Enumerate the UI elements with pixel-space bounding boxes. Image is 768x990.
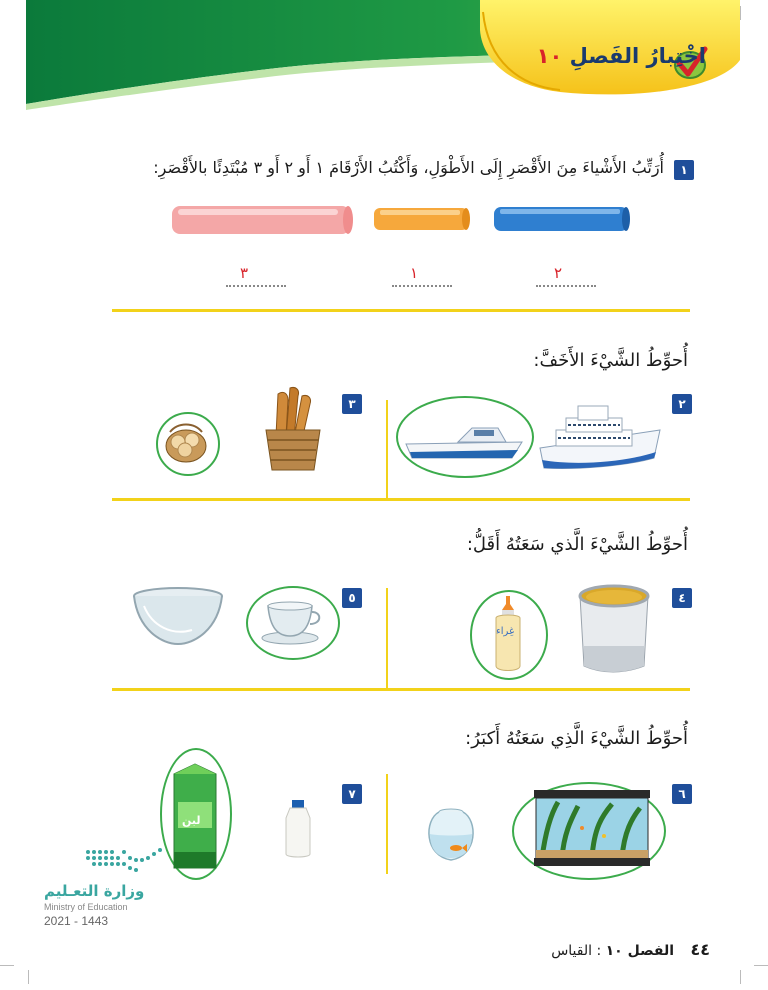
crop-mark — [754, 965, 768, 966]
paint-can-image — [574, 584, 654, 674]
ministry-logo-icon — [84, 840, 166, 884]
section-divider — [112, 498, 690, 501]
small-boat-image — [402, 418, 526, 466]
blue-medium-bar — [494, 207, 630, 231]
section-divider — [112, 688, 690, 691]
question-number-4: ٤ — [672, 588, 692, 608]
bread-basket-image — [262, 386, 324, 474]
footer-topic: : القياس — [551, 943, 602, 959]
answer-blue-bar: ٢ — [553, 264, 563, 282]
column-divider — [386, 774, 388, 874]
crop-mark — [28, 970, 29, 984]
glue-label: غِراء — [496, 626, 515, 637]
chapter-test-title — [537, 44, 706, 68]
crop-mark — [0, 965, 14, 966]
section-divider — [112, 309, 690, 312]
ministry-year: 2021 - 1443 — [44, 914, 109, 928]
answer-orange-bar: ١ — [409, 264, 419, 282]
cruise-ship-image — [536, 400, 664, 476]
column-divider — [386, 400, 388, 498]
answer-pink-bar: ٣ — [239, 264, 249, 282]
question-number-1: ١ — [674, 160, 694, 180]
answer-line-orange[interactable] — [392, 285, 452, 287]
heading-less-capacity: أُحوِّطُ الشَّيْءَ الَّذي سَعَتُهُ أَقَلُّ: — [466, 534, 688, 555]
heading-lighter: أُحوِّطُ الشَّيْءَ الأَخَفَّ: — [533, 350, 688, 371]
title-number: ١٠ — [536, 44, 563, 68]
ministry-english-name: Ministry of Education — [44, 902, 128, 912]
heading-more-capacity: أُحوِّطُ الشَّيْءَ الَّذِي سَعَتُهُ أَكبَرُ: — [465, 728, 688, 749]
bread-rolls-basket-image — [162, 420, 210, 466]
page-footer — [551, 940, 710, 959]
aquarium-image — [532, 788, 652, 868]
answer-line-blue[interactable] — [536, 285, 596, 287]
question-number-7: ٧ — [342, 784, 362, 804]
milk-carton-label: لبن — [182, 814, 201, 827]
milk-bottle-image — [284, 800, 312, 858]
answer-line-pink[interactable] — [226, 285, 286, 287]
length-bars — [168, 200, 638, 240]
question-number-2: ٢ — [672, 394, 692, 414]
title-prefix: اخْتِبارُ الفَصلِ — [569, 44, 706, 68]
footer-page-number: ٤٤ — [690, 940, 710, 959]
question-number-3: ٣ — [342, 394, 362, 414]
ministry-arabic-name: وزارة التعـليم — [44, 882, 145, 900]
crop-mark — [740, 970, 741, 984]
column-divider — [386, 588, 388, 688]
orange-short-bar — [374, 208, 470, 230]
glass-bowl-image — [132, 586, 224, 646]
question-number-6: ٦ — [672, 784, 692, 804]
pink-long-bar — [172, 206, 353, 234]
q1-instruction: أُرَتِّبُ الأَشْياءَ مِنَ الأَقْصَرِ إِلَى الأَطْوَلِ، وَأَكْتُبُ الأَرْقَامَ ١ أَو ٢ أَو ٣ مُبْتَدِئًا بالأَقْصَرِ: — [153, 158, 664, 177]
fishbowl-image — [424, 806, 478, 862]
teacup-image — [258, 600, 326, 646]
question-number-5: ٥ — [342, 588, 362, 608]
footer-chapter: الفصل ١٠ — [605, 943, 675, 959]
